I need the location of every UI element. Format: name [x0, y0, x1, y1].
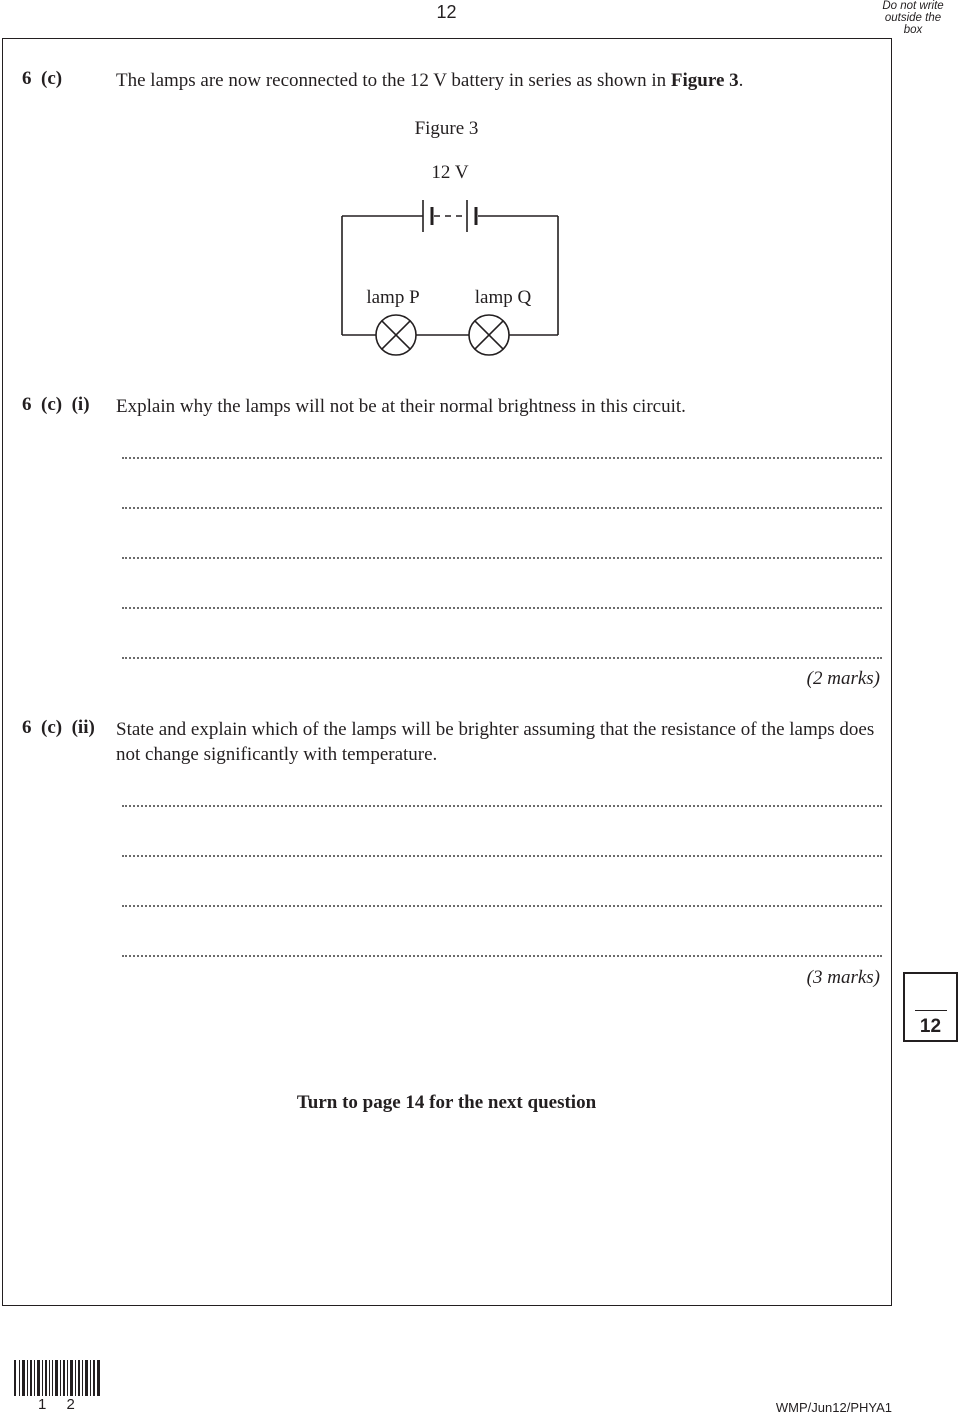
answer-line[interactable] — [122, 955, 882, 957]
marks-6ci: (2 marks) — [806, 668, 880, 689]
score-box-rule — [915, 1010, 947, 1011]
margin-note-line-1: Do not write — [882, 0, 944, 12]
marks-6cii: (3 marks) — [806, 967, 880, 988]
margin-note — [868, 0, 958, 36]
question-text-6cii: State and explain which of the lamps will be brighter assuming that the resistance of the lamps does not change significantly with temperature. — [116, 719, 875, 765]
score-box[interactable] — [903, 972, 958, 1042]
answer-line[interactable] — [122, 805, 882, 807]
answer-line[interactable] — [122, 557, 882, 559]
q6c-text-main: The lamps are now reconnected to the 12 V battery in series as shown in — [116, 70, 671, 91]
answer-line[interactable] — [122, 905, 882, 907]
circuit-wires — [342, 216, 558, 335]
answer-line[interactable] — [122, 657, 882, 659]
battery-symbol — [423, 200, 476, 232]
lamp-p-label: lamp P — [366, 287, 420, 308]
lamp-q-symbol — [469, 315, 509, 355]
answer-line[interactable] — [122, 457, 882, 459]
circuit-diagram — [330, 150, 570, 360]
barcode-image — [14, 1360, 100, 1396]
lamp-q-label: lamp Q — [474, 287, 532, 308]
answer-line[interactable] — [122, 855, 882, 857]
question-number-6cii: 6 (c) (ii) — [22, 717, 95, 738]
page-number: 12 — [436, 2, 457, 22]
question-number-6ci: 6 (c) (i) — [22, 394, 90, 415]
battery-label: 12 V — [431, 162, 469, 183]
q6c-text-end: . — [738, 70, 744, 91]
question-text-6ci: Explain why the lamps will not be at their normal brightness in this circuit. — [116, 396, 686, 417]
turn-page-instruction: Turn to page 14 for the next question — [296, 1092, 597, 1113]
lamp-p-symbol — [376, 315, 416, 355]
margin-note-line-2: outside the — [884, 12, 942, 24]
paper-reference: WMP/Jun12/PHYA1 — [775, 1400, 892, 1415]
figure-title: Figure 3 — [414, 118, 479, 139]
barcode-digits: 1 2 — [38, 1396, 83, 1413]
question-text-6c — [116, 68, 743, 93]
score-box-total: 12 — [919, 1016, 942, 1037]
answer-line[interactable] — [122, 607, 882, 609]
question-number-6c: 6 (c) — [22, 68, 63, 89]
answer-line[interactable] — [122, 507, 882, 509]
q6c-figure-ref: Figure 3 — [670, 70, 739, 91]
margin-note-line-3: box — [903, 24, 923, 36]
